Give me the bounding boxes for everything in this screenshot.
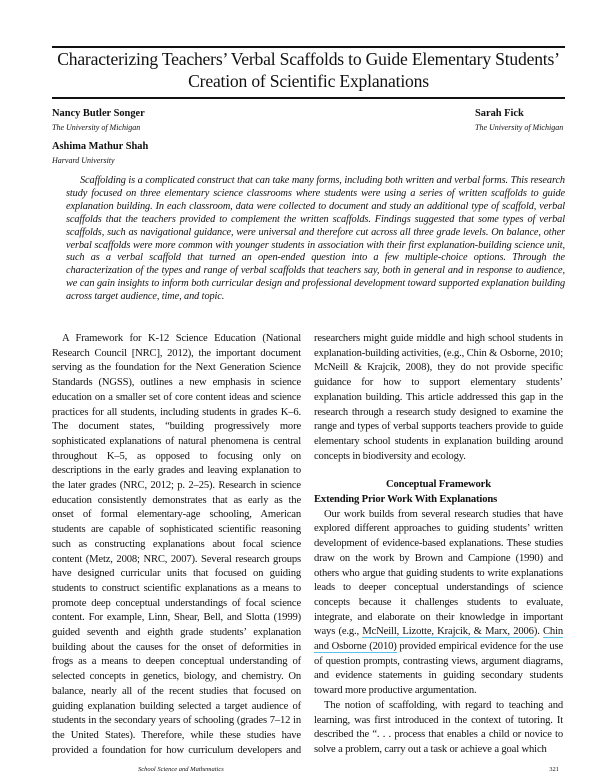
title-bottom-rule bbox=[52, 97, 565, 99]
body-columns bbox=[52, 332, 563, 758]
section-heading: Conceptual Framework bbox=[386, 479, 491, 491]
body-paragraph bbox=[314, 508, 563, 699]
paragraph-text: ). bbox=[533, 626, 543, 638]
author-name: Ashima Mathur Shah bbox=[52, 141, 149, 152]
author-affiliation: Harvard University bbox=[52, 156, 115, 165]
author-name: Sarah Fick bbox=[475, 108, 524, 119]
abstract: Scaffolding is a complicated construct that can take many forms, including both written and verbal forms. This research study focused on three elementary science classrooms where students were using a series of written scaffolds to guide explanation building. In each classroom, data were collected to document and study an additional type of scaffold, verbal scaffolds that the teachers provided to complement the written scaffolds. Findings suggested that some types of verbal scaffolds, such as navigational guidance, were universal and therefore cut across all three grade levels. On balance, other verbal scaffolds were more common with younger students in association with their first explanation-building science unit, such as a verbal scaffold that turned an open-ended question into a few multiple-choice options. Through the characterization of the types and range of verbal scaffolds that teachers say, both in general and in response to audience, we can gain insights to inform both curricular design and professional development toward supported explanation building across target audience, time, and topic. bbox=[66, 175, 565, 303]
journal-footer: School Science and Mathematics bbox=[138, 766, 224, 774]
page-number: 321 bbox=[549, 766, 559, 774]
paragraph-text: provided empirical evidence for the use of question prompts, contrasting views, argument diagrams, and evidence statements in guiding secondary students toward more productive argumentation. bbox=[314, 641, 564, 697]
author-name: Nancy Butler Songer bbox=[52, 108, 145, 119]
paper-title bbox=[40, 48, 577, 92]
citation-link[interactable]: McNeill, Lizotte, Krajcik, & Marx, 2006 bbox=[362, 626, 534, 638]
title-line-2: Creation of Scientific Explanations bbox=[188, 71, 429, 91]
title-line-1: Characterizing Teachers’ Verbal Scaffolds to Guide Elementary Students’ bbox=[57, 49, 560, 69]
page-footer bbox=[52, 766, 563, 780]
paragraph-text: Our work builds from several research studies that have explored different approaches to guiding students’ written development of evidence-based explanations. These studies draw on the work by Brown and Campione (1990) and others who argue that guiding students to write explanations leads to deeper conceptual understandings of science concepts because it challenges students to evaluate, integrate, and elaborate on their knowledge in important ways (e.g., bbox=[314, 508, 563, 638]
body bbox=[52, 332, 563, 780]
citation-link[interactable]: Chin and Osborne (2010) bbox=[314, 626, 564, 653]
body-paragraph: A Framework for K-12 Science Education (National Research Council [NRC], 2012), the important document serving as the foundation for the Next Generation Science Standards (NGSS), outlines a new emphasis in science education on a smaller set of core content ideas and science practices for all students, including students in grades K–6. The document states, “building progressively more sophisticated explanations of natural phenomena is central throughout K–5, as opposed to focusing only on descriptions in the early grades and leaving explanation to the later grades (NRC, 2012; p. 2–25). Research in science education consistently demonstrates that as early as the onset of formal elementary-age schooling, American students are capable of sophisticated scientific reasoning such as constructing explanations about focal science content (Metz, 2008; NRC, 2007). Several research groups have designed curricular units that focused on guiding students to construct scientific explanations as a means to promote deep conceptual understandings of focal science content. For example, Linn, Shear, Bell, and Slotta (1999) guided seventh and eighth grade students’ explanation building about the causes for the onset of deformities in frogs as a means to deepen conceptual understanding of selected concepts in genetics, biology, and chemistry. On balance, nearly all of the recent studies that focused on guiding explanation building selected a target audience of students in the secondary years of schooling (grades 7–12 in the United States). Therefore, while these studies have provided a foundation for how curriculum developers and researchers might guide middle and high school students in explanation-building activities, (e.g., Chin & Osborne, 2010; McNeill & Krajcik, 2008), they do not provide specific guidance for how to support elementary students’ explanation building. This article addressed this gap in the research through a research study designed to examine the range and types of verbal supports teachers provide to guide elementary school students in explanation building around concepts in biodiversity and ecology. bbox=[52, 333, 563, 756]
author-affiliation: The University of Michigan bbox=[52, 123, 141, 132]
body-paragraph: The notion of scaffolding, with regard to teaching and learning, was first introduced in the context of tutoring. It described the “. . . process that enables a child or novice to solve a problem, carry out a task or achieve a goal which bbox=[314, 699, 563, 755]
subsection-heading: Extending Prior Work With Explanations bbox=[314, 494, 498, 506]
author-affiliation: The University of Michigan bbox=[475, 123, 564, 132]
